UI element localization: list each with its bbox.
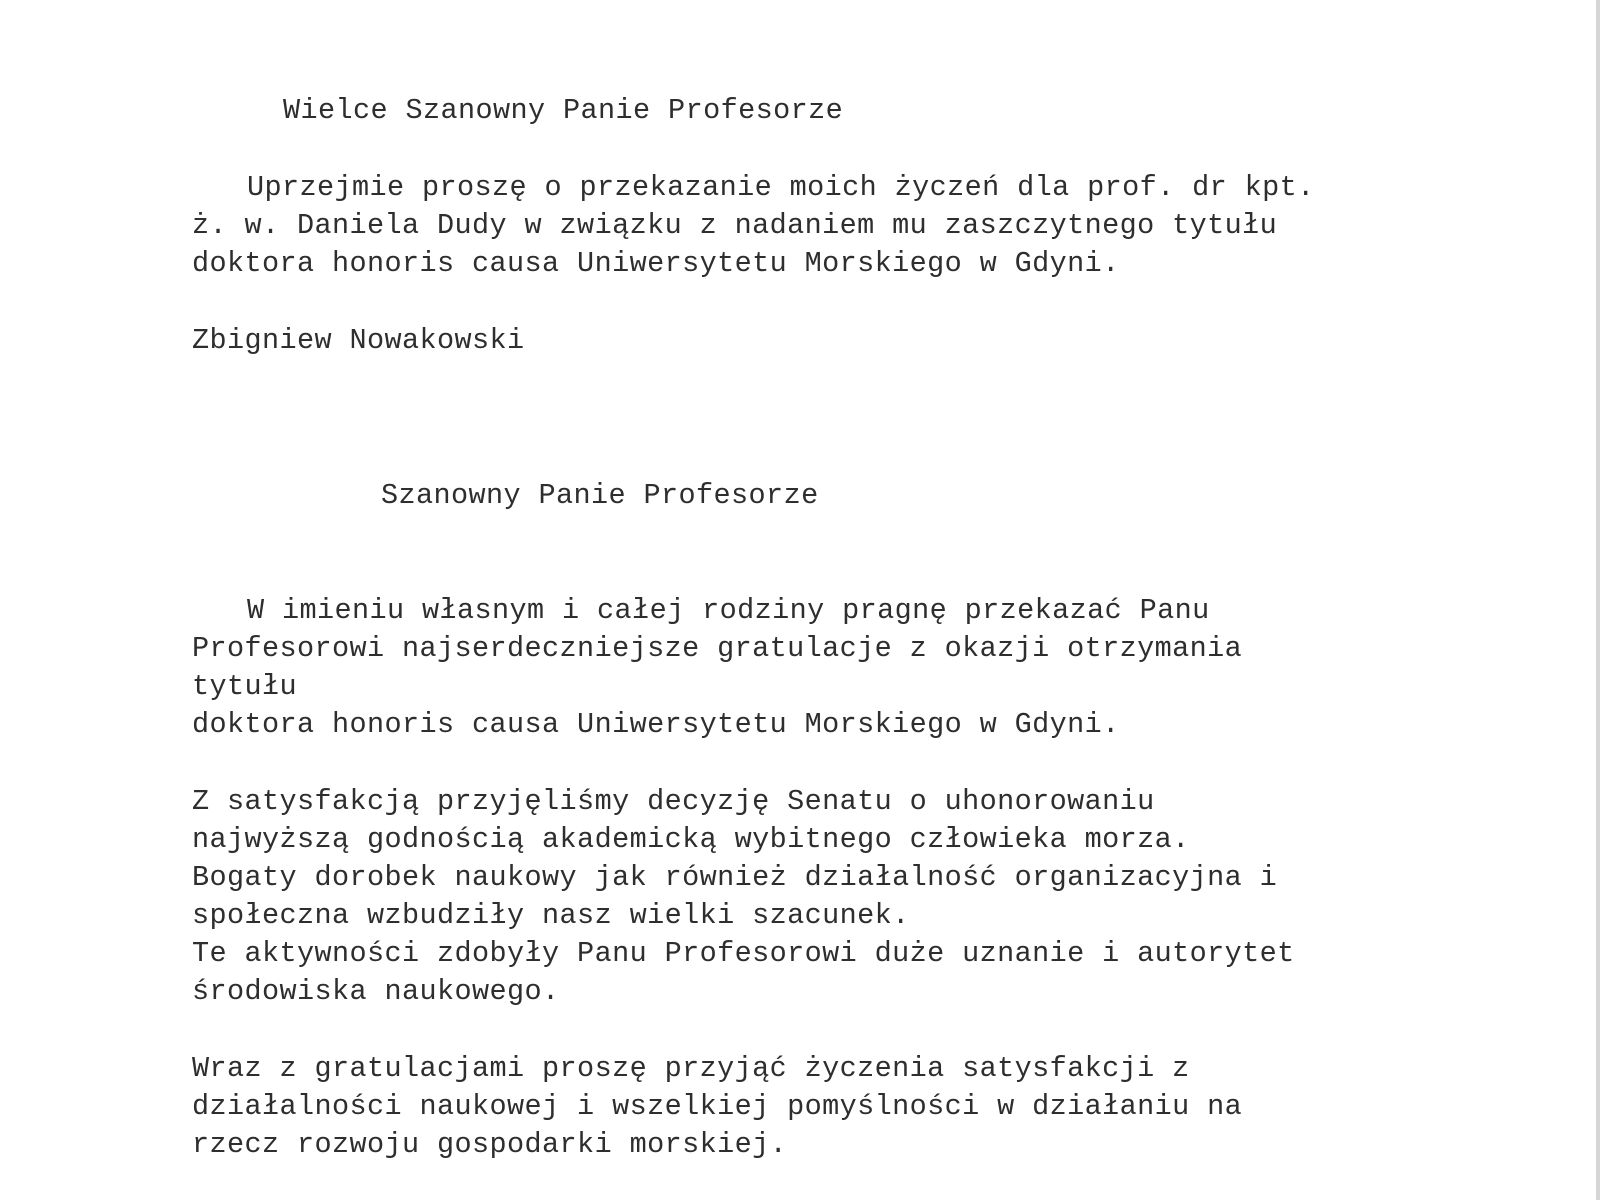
letter-two-paragraph-two-line: Te aktywności zdobyły Panu Profesorowi duże uznanie i autorytet (192, 937, 1295, 970)
letter-one-paragraph-line: doktora honoris causa Uniwersytetu Morskiego w Gdyni. (192, 247, 1120, 280)
letter-two-greeting: Szanowny Panie Profesorze (381, 479, 819, 512)
letter-two-paragraph-three-line: Wraz z gratulacjami proszę przyjąć życzenia satysfakcji z (192, 1052, 1190, 1085)
letter-two-paragraph-two-line: Z satysfakcją przyjęliśmy decyzję Senatu o uhonorowaniu (192, 785, 1155, 818)
letter-two-paragraph-two-line: Bogaty dorobek naukowy jak również działalność organizacyjna i (192, 861, 1278, 894)
letter-one-paragraph-line: ż. w. Daniela Dudy w związku z nadaniem mu zaszczytnego tytułu (192, 209, 1278, 242)
letter-two-paragraph-one-line: doktora honoris causa Uniwersytetu Morskiego w Gdyni. (192, 708, 1120, 741)
letter-one-paragraph-line: Uprzejmie proszę o przekazanie moich życzeń dla prof. dr kpt. (247, 171, 1315, 204)
letter-two-paragraph-three-line: działalności naukowej i wszelkiej pomyślności w działaniu na (192, 1090, 1243, 1123)
letter-two-paragraph-one-line: Profesorowi najserdeczniejsze gratulacje z okazji otrzymania (192, 632, 1243, 665)
letter-one-greeting: Wielce Szanowny Panie Profesorze (283, 94, 844, 127)
letter-two-paragraph-two-line: środowiska naukowego. (192, 975, 560, 1008)
letter-two-paragraph-one-line: tytułu (192, 670, 298, 703)
letter-two-paragraph-three-line: rzecz rozwoju gospodarki morskiej. (192, 1128, 788, 1161)
letter-one-signature: Zbigniew Nowakowski (192, 324, 525, 357)
page-edge-border (1596, 0, 1600, 1200)
letter-two-paragraph-two-line: społeczna wzbudziły nasz wielki szacunek. (192, 899, 910, 932)
letter-two-paragraph-two-line: najwyższą godnością akademicką wybitnego człowieka morza. (192, 823, 1190, 856)
letter-two-paragraph-one-line: W imieniu własnym i całej rodziny pragnę przekazać Panu (247, 594, 1210, 627)
